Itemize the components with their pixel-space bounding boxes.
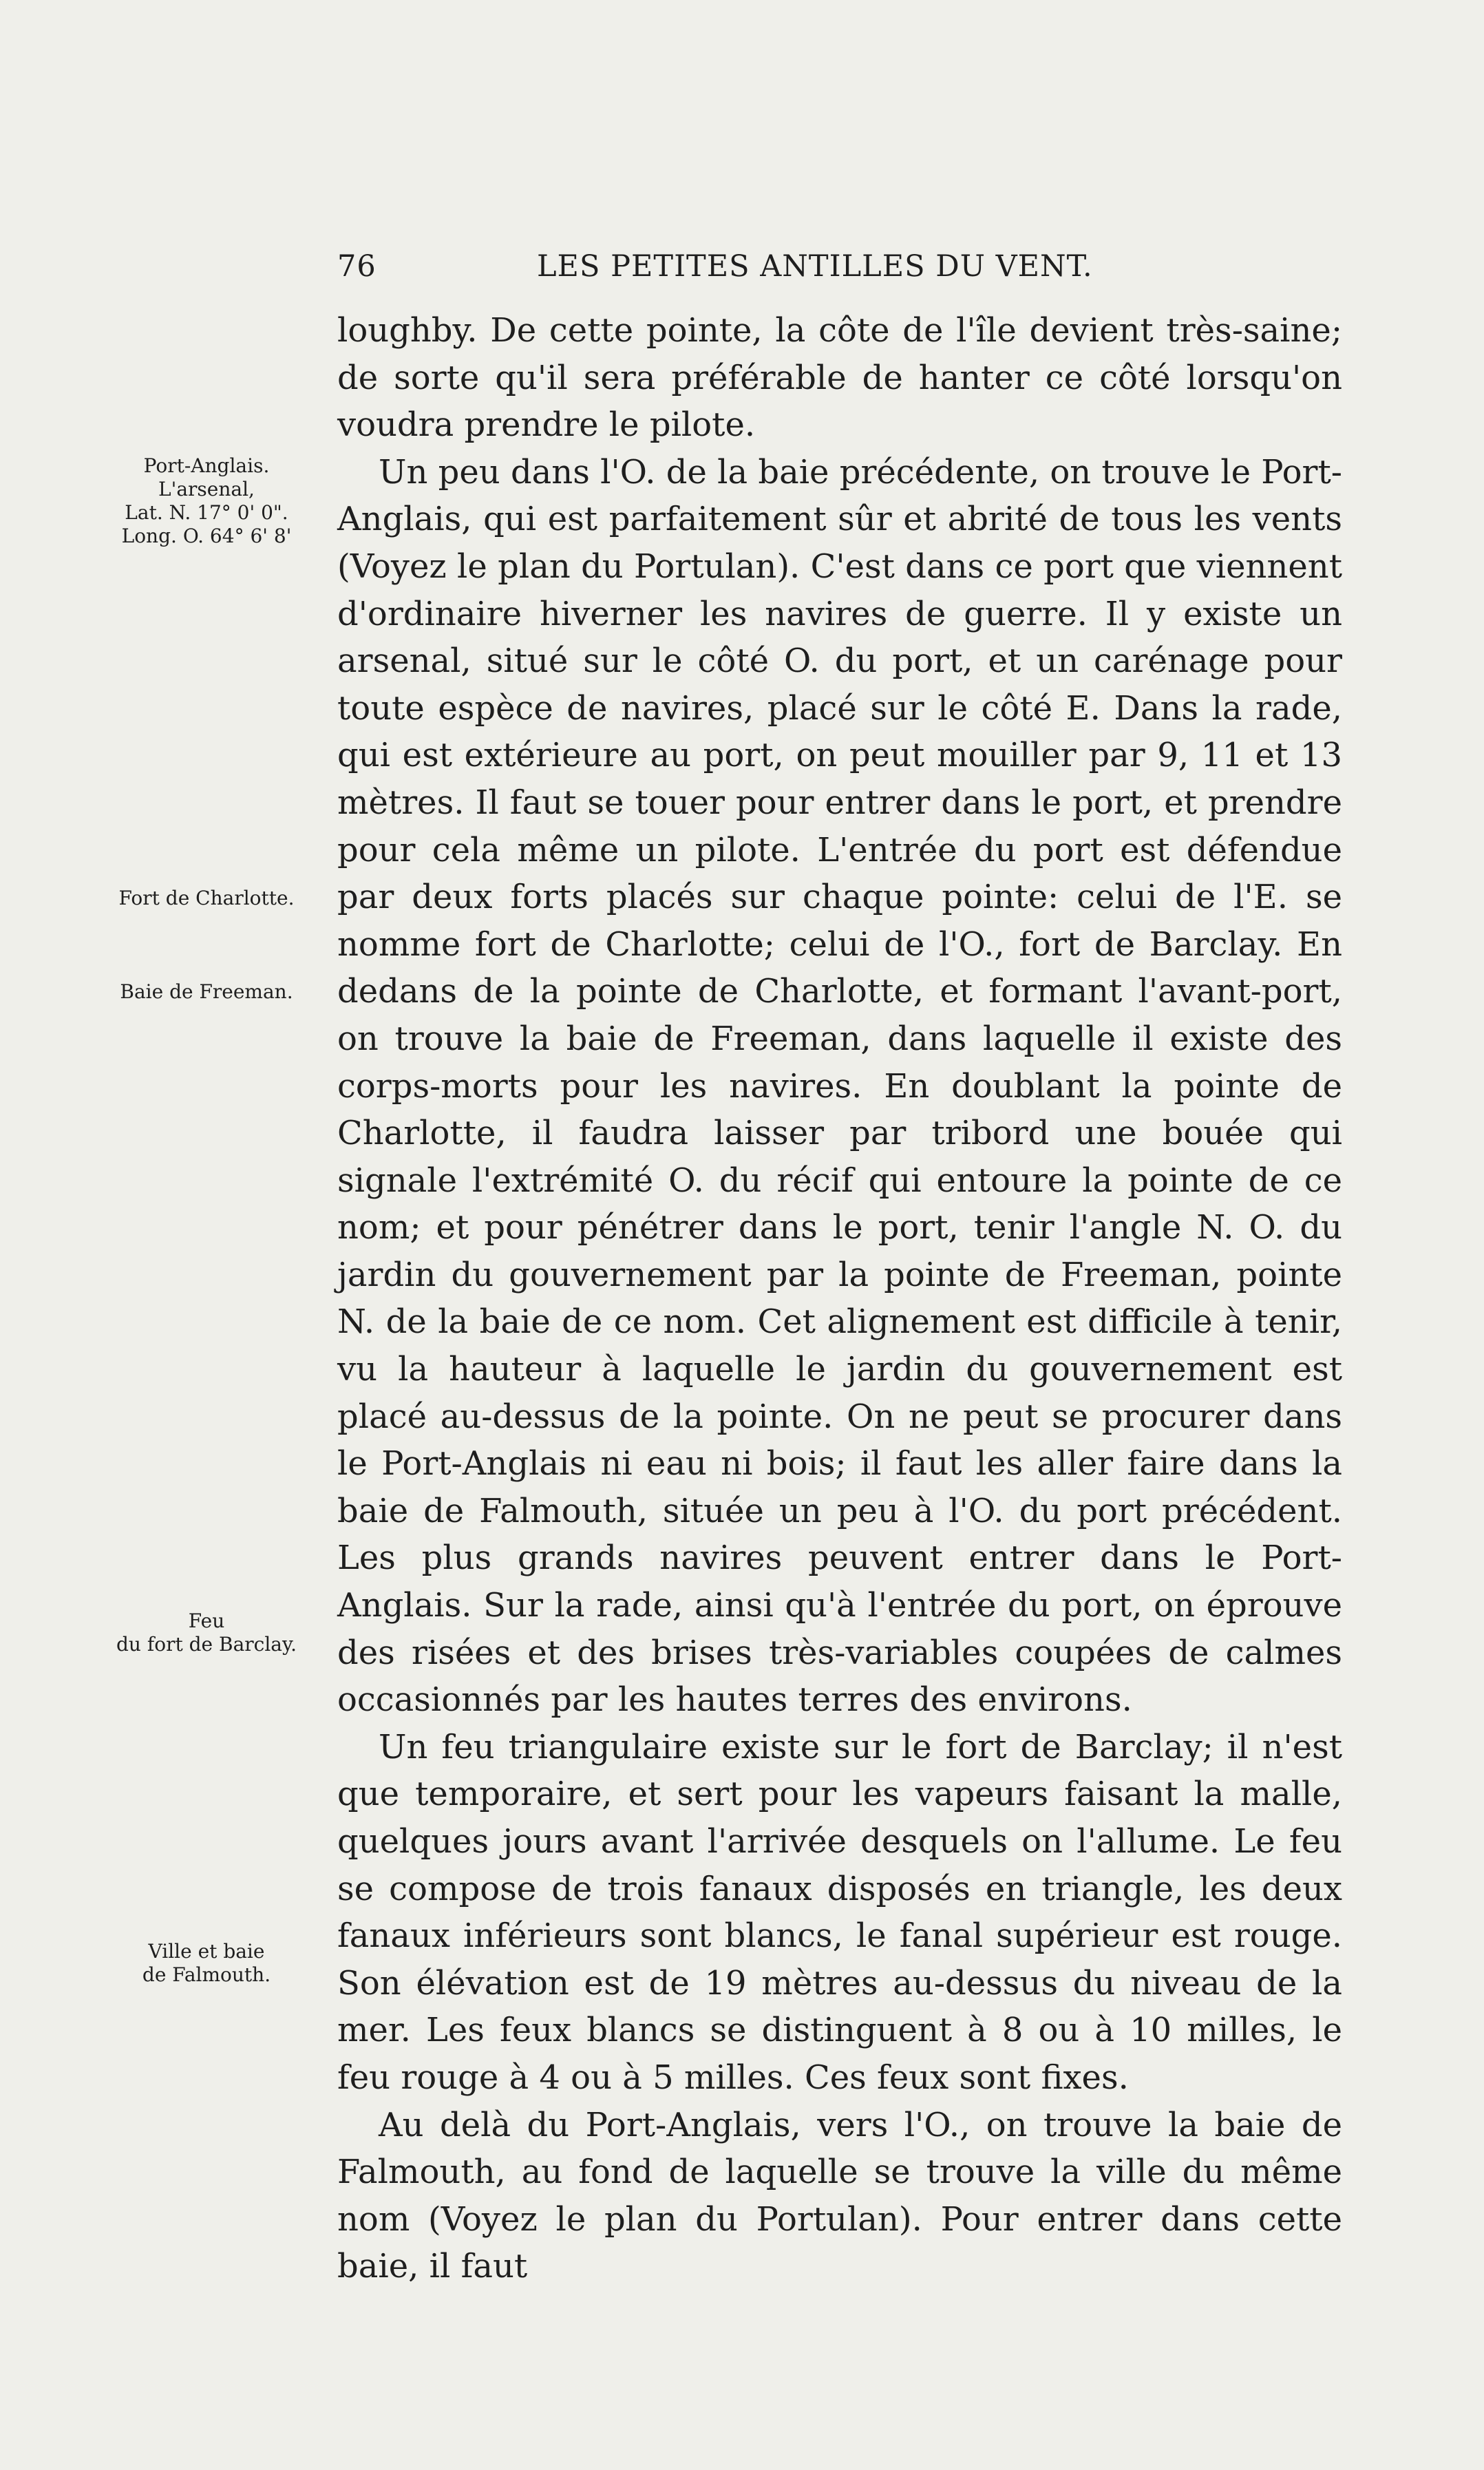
margin-note-baie-freeman: [89, 980, 324, 1004]
margin-note-latitude: Lat. N. 17° 0' 0".: [125, 501, 288, 524]
margin-note-fort-charlotte: [89, 887, 324, 910]
margin-note-feu: [89, 1609, 324, 1656]
margin-note-line: du fort de Barclay.: [116, 1633, 297, 1656]
margin-note-title: Port-Anglais.: [143, 454, 270, 477]
running-header: [337, 249, 1342, 291]
margin-note-arsenal: L'arsenal,: [158, 478, 255, 500]
page-number: 76: [337, 249, 377, 284]
margin-note-line: Feu: [188, 1609, 225, 1632]
margin-note-text: Fort de Charlotte.: [118, 887, 295, 909]
margin-note-falmouth: [89, 1940, 324, 1987]
margin-note-line: de Falmouth.: [142, 1963, 271, 1986]
margin-note-port-anglais: [89, 454, 324, 548]
paragraph: Un feu triangulaire existe sur le fort de Barclay; il n'est que temporaire, et sert pour les vapeurs faisant la malle, quelques jours avant l'arrivée desquels on l'allume. Le feu se compose de trois fanaux disposés en triangle, les deux fanaux inférieurs sont blancs, le fanal supérieur est rouge. Son élévation est de 19 mètres au-dessus du niveau de la mer. Les feux blancs se distinguent à 8 ou à 10 milles, le feu rouge à 4 ou à 5 milles. Ces feux sont fixes.: [337, 1727, 1342, 2097]
paragraph: loughby. De cette pointe, la côte de l'île devient très-saine; de sorte qu'il sera préférable de hanter ce côté lorsqu'on voudra prendre le pilote.: [337, 311, 1342, 445]
margin-note-line: Ville et baie: [148, 1940, 265, 1963]
margin-note-longitude: Long. O. 64° 6' 8': [121, 525, 292, 547]
margin-note-text: Baie de Freeman.: [120, 980, 293, 1003]
body-text: [337, 307, 1342, 2290]
paragraph: Un peu dans l'O. de la baie précédente, on trouve le Port-Anglais, qui est parfaitement sûr et abrité de tous les vents (Voyez le plan du Portulan). C'est dans ce port que viennent d'ordinaire hiverner les navires de guerre. Il y existe un arsenal, situé sur le côté O. du port, et un carénage pour toute espèce de navires, placé sur le côté E. Dans la rade, qui est extérieure au port, on peut mouiller par 9, 11 et 13 mètres. Il faut se touer pour entrer dans le port, et prendre pour cela même un pilote. L'entrée du port est défendue par deux forts placés sur chaque pointe: celui de l'E. se nomme fort de Charlotte; celui de l'O., fort de Barclay. En dedans de la pointe de Charlotte, et formant l'avant-port, on trouve la baie de Freeman, dans laquelle il existe des corps-morts pour les navires. En doublant la pointe de Charlotte, il faudra laisser par tribord une bouée qui signale l'extrémité O. du récif qui entoure la pointe de ce nom; et pour pénétrer dans le port, tenir l'angle N. O. du jardin du gouvernement par la pointe de Freeman, pointe N. de la baie de ce nom. Cet alignement est difficile à tenir, vu la hauteur à laquelle le jardin du gouvernement est placé au-dessus de la pointe. On ne peut se procurer dans le Port-Anglais ni eau ni bois; il faut les aller faire dans la baie de Falmouth, située un peu à l'O. du port précédent. Les plus grands navires peuvent entrer dans le Port-Anglais. Sur la rade, ainsi qu'à l'entrée du port, on éprouve des risées et des brises très-variables coupées de calmes occasionnés par les hautes terres des environs.: [337, 452, 1342, 1720]
paragraph: Au delà du Port-Anglais, vers l'O., on trouve la baie de Falmouth, au fond de laquelle se trouve la ville du même nom (Voyez le plan du Portulan). Pour entrer dans cette baie, il faut: [337, 2105, 1342, 2286]
running-title: LES PETITES ANTILLES DU VENT.: [537, 249, 1093, 284]
